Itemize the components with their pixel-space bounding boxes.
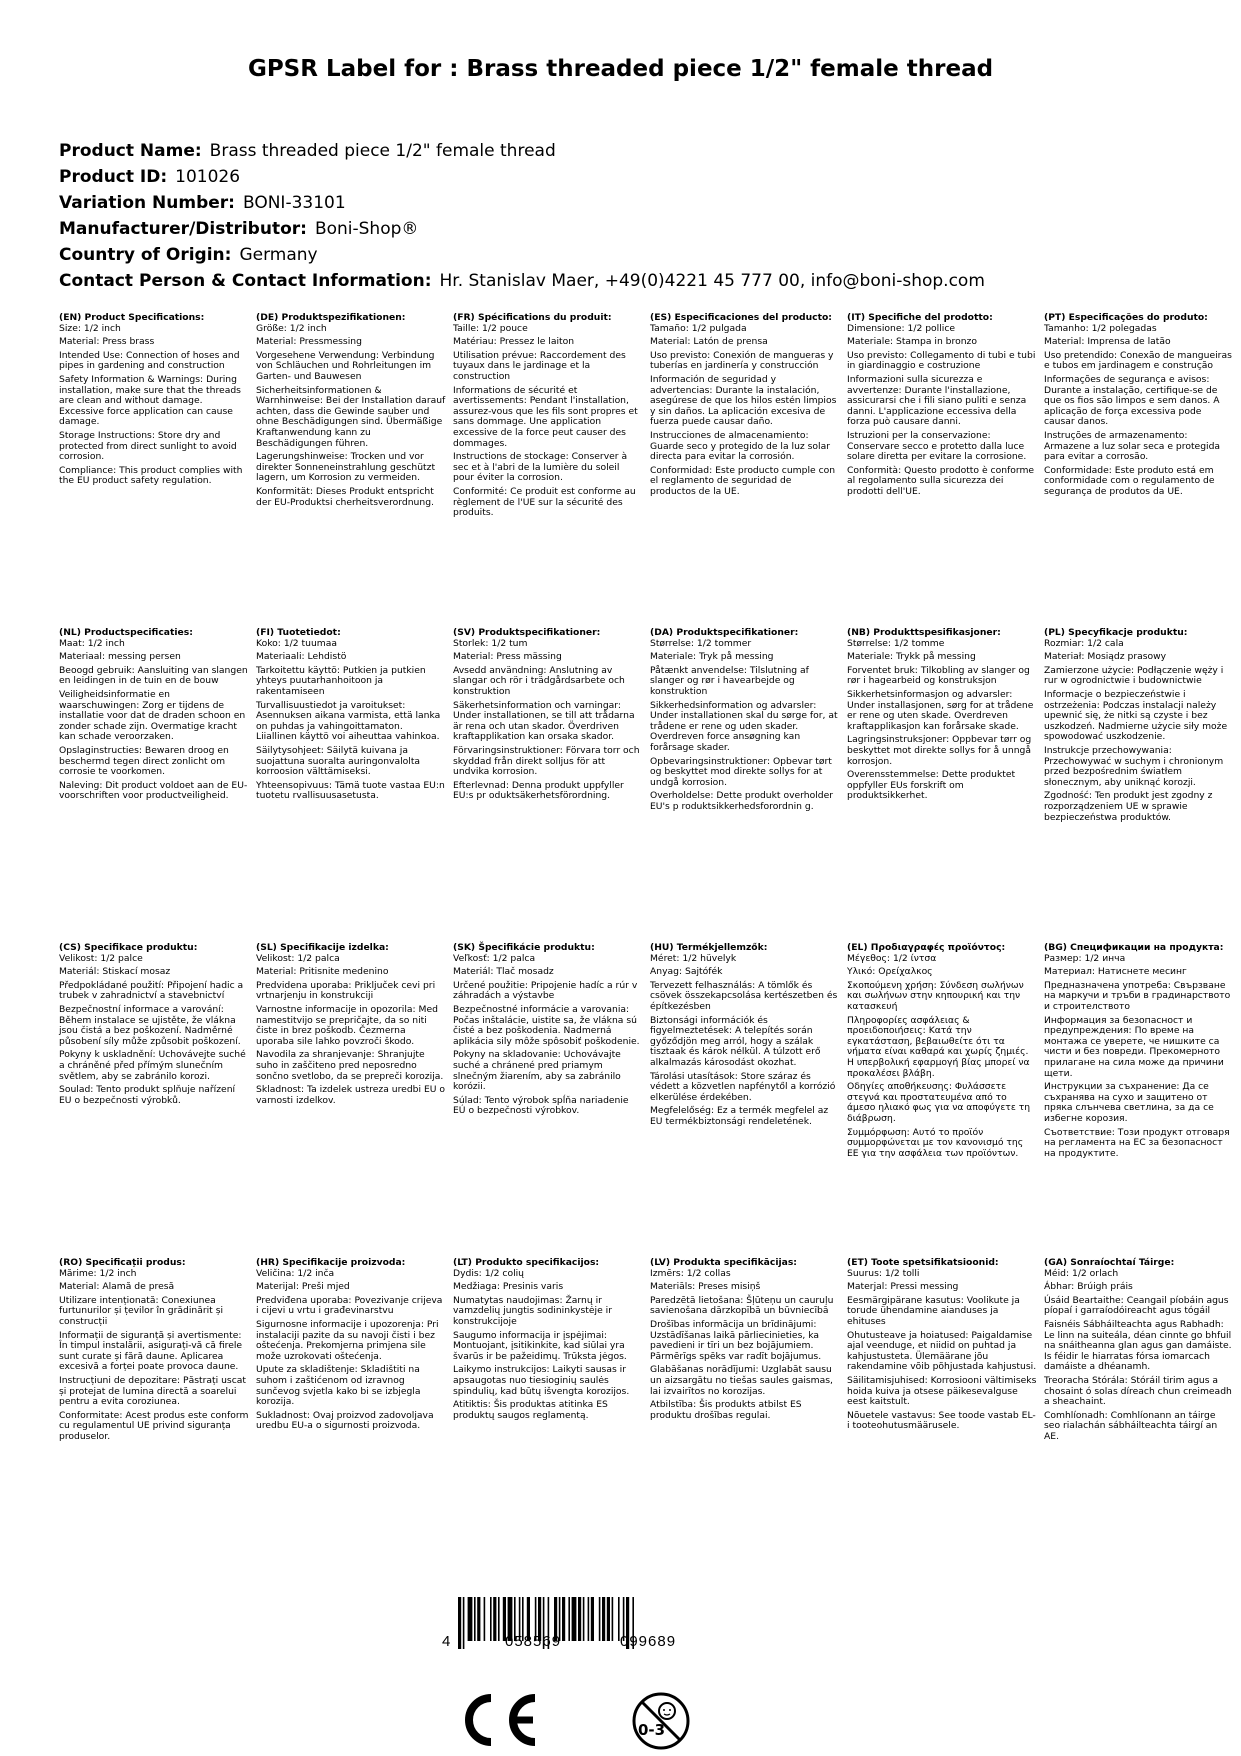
spec-item: Faisnéis Sábháilteachta agus Rabhadh: Le linn na suiteála, déan cinnte go bhfuil na snáitheanna glan agus gan damáiste. Is féidir le hiarratas fórsa iomarcach damáiste a dhéanamh. xyxy=(1044,1318,1232,1373)
spec-item: Πληροφορίες ασφάλειας & προειδοποιήσεις: Κατά την εγκατάσταση, βεβαιωθείτε ότι τα νήματα είναι καθαρά και χωρίς ζημιές. Η υπερβολική εφαρμογή βίας μπορεί να προκαλέσει βλάβη. xyxy=(847,1014,1030,1079)
spec-item: Eesmärgipärane kasutus: Voolikute ja torude ühendamine aianduses ja ehituses xyxy=(847,1294,1020,1327)
spec-item: Veličina: 1/2 inča xyxy=(256,1267,335,1279)
spec-item: Turvallisuustiedot ja varoitukset: Asennuksen aikana varmista, että lanka on puhdas ja vahingoittamaton. Liiallinen käyttö voi aiheuttaa vahinkoa. xyxy=(256,699,441,743)
barcode-bar xyxy=(474,1597,476,1641)
info-value: BONI-33101 xyxy=(242,193,346,213)
spec-item: Информация за безопасност и предупреждения: По време на монтажа се уверете, че нишките са чисти и без повреди. Прекомерното прилагане на сила може да причини щети. xyxy=(1044,1014,1224,1079)
spec-item: Conformitate: Acest produs este conform cu regulamentul UE privind siguranța produselor. xyxy=(59,1409,249,1442)
spec-item: Safety Information & Warnings: During installation, make sure that the threads are clean and without damage. Excessive force application can cause damage. xyxy=(59,373,241,428)
spec-item: Material: Latón de prensa xyxy=(650,336,768,348)
spec-item: Säkerhetsinformation och varningar: Under installationen, se till att trådarna är rena och utan skador. Överdriven kraftapplikation kan orsaka skador. xyxy=(453,699,635,743)
spec-item: Material: Press mässing xyxy=(453,651,562,663)
spec-item: Sicherheitsinformationen & Warnhinweise: Bei der Installation darauf achten, dass die Gewinde sauber und ohne Beschädigungen sind. Übermäßige Kraftanwendung kann zu Beschädigungen führen. xyxy=(256,384,446,449)
info-product-id xyxy=(59,164,985,190)
info-value: Hr. Stanislav Maer, +49(0)4221 45 777 00, info@boni-shop.com xyxy=(439,271,985,291)
barcode-bar xyxy=(458,1597,461,1649)
spec-heading: (SV) Produktspecifikationer: xyxy=(453,627,601,638)
spec-item: Pokyny na skladovanie: Uchovávajte suché a chránené pred priamym slnečným žiarením, aby sa zabránilo korózii. xyxy=(453,1049,621,1093)
spec-item: Avsedd användning: Anslutning av slangar och rör i trädgårdsarbete och konstruktion xyxy=(453,664,625,697)
spec-item: Navodila za shranjevanje: Shranjujte suho in zaščiteno pred neposredno sončno svetlobo, da se prepreči korozija. xyxy=(256,1049,444,1082)
spec-column xyxy=(59,313,249,522)
spec-item: Saugumo informacija ir įspėjimai: Montuojant, įsitikinkite, kad siūlai yra švarūs ir be pažeidimų. Trūksta jėgos. xyxy=(453,1329,627,1362)
barcode-bar xyxy=(568,1597,570,1641)
spec-item: Material: Imprensa de latão xyxy=(1044,336,1171,348)
spec-item: Säilitamisjuhised: Korrosiooni vältimiseks hoida kuiva ja otsese päikesevalguse eest kaitstult. xyxy=(847,1374,1037,1408)
info-label: Contact Person & Contact Information: xyxy=(59,271,432,291)
spec-item: Yhteensopivuus: Tämä tuote vastaa EU:n tuotetu rvallisuusasetusta. xyxy=(256,779,445,802)
spec-heading: (DA) Produktspecifikationer: xyxy=(650,627,799,638)
spec-item: Conformité: Ce produit est conforme au règlement de l'UE sur la sécurité des produits. xyxy=(453,485,636,519)
spec-column xyxy=(1044,628,1234,826)
spec-column xyxy=(847,628,1037,826)
spec-item: Storlek: 1/2 tum xyxy=(453,637,528,649)
barcode-bar xyxy=(607,1597,610,1641)
spec-item: Bezpečnostní informace a varování: Během instalace se ujistěte, že vlákna jsou čistá a bez poškození. Nadměrné působení síly může způsobit poškození. xyxy=(59,1003,241,1047)
info-label: Variation Number: xyxy=(59,193,235,213)
spec-grid-row-4 xyxy=(59,1258,1239,1446)
spec-item: Predviđena uporaba: Povezivanje crijeva i cijevi u vrtu i građevinarstvu xyxy=(256,1294,443,1317)
spec-column xyxy=(256,628,446,826)
spec-column xyxy=(453,943,643,1162)
spec-item: Numatytas naudojimas: Žarnų ir vamzdelių jungtis sodininkystėje ir konstrukcijoje xyxy=(453,1294,612,1327)
spec-heading: (SL) Specifikacije izdelka: xyxy=(256,942,389,953)
barcode-bar xyxy=(572,1597,577,1641)
spec-item: Tervezett felhasználás: A tömlők és csövek összekapcsolása kertészetben és építkezésben xyxy=(650,979,838,1012)
spec-column xyxy=(1044,943,1234,1162)
spec-item: Bezpečnostné informácie a varovania: Počas inštalácie, uistite sa, že vlákna sú čisté a bez poškodenia. Nadmerná aplikácia sily môže spôsobiť poškodenie. xyxy=(453,1003,640,1047)
ce-mark-icon xyxy=(455,1692,541,1752)
spec-column xyxy=(847,1258,1037,1446)
spec-item: Uso previsto: Conexión de mangueras y tuberías en jardinería y construcción xyxy=(650,349,834,372)
spec-item: Nõuetele vastavus: See toode vastab EL-i tooteohutusmäärusele. xyxy=(847,1409,1036,1432)
spec-item: Utilizare intenționată: Conexiunea furtunurilor și țevilor în grădinărit și construcții xyxy=(59,1294,224,1327)
spec-heading: (PL) Specyfikacje produktu: xyxy=(1044,627,1188,638)
info-value: Germany xyxy=(239,245,318,265)
spec-item: Instrucciones de almacenamiento: Guarde seco y protegido de la luz solar directa para evitar la corrosión. xyxy=(650,429,831,463)
spec-item: Taille: 1/2 pouce xyxy=(453,322,528,334)
product-info xyxy=(59,138,985,294)
barcode-bar xyxy=(583,1597,585,1641)
spec-item: Méid: 1/2 orlach xyxy=(1044,1267,1119,1279)
spec-column xyxy=(453,313,643,522)
barcode-digits-middle: 058569 xyxy=(505,1633,562,1650)
info-label: Country of Origin: xyxy=(59,245,232,265)
barcode-digit-left: 4 xyxy=(442,1633,451,1650)
spec-item: Mărime: 1/2 inch xyxy=(59,1267,137,1279)
spec-heading: (NB) Produkttspesifikasjoner: xyxy=(847,627,1001,638)
spec-heading: (LV) Produkta specifikācijas: xyxy=(650,1257,797,1268)
spec-column xyxy=(650,1258,840,1446)
spec-heading: (FI) Tuotetiedot: xyxy=(256,627,341,638)
spec-item: Zamierzone użycie: Podłączenie węży i rur w ogrodnictwie i budownictwie xyxy=(1044,664,1224,687)
spec-item: Rozmiar: 1/2 cala xyxy=(1044,637,1124,649)
spec-item: Påtænkt anvendelse: Tilslutning af slanger og rør i havearbejde og konstruktion xyxy=(650,664,809,697)
spec-item: Materiāls: Preses misiņš xyxy=(650,1281,761,1293)
spec-item: Méret: 1/2 hüvelyk xyxy=(650,952,737,964)
spec-item: Material: Alamă de presă xyxy=(59,1281,175,1293)
barcode-bar xyxy=(493,1597,496,1641)
spec-item: Materjal: Pressi messing xyxy=(847,1281,959,1293)
spec-item: Skladnost: Ta izdelek ustreza uredbi EU o varnosti izdelkov. xyxy=(256,1084,446,1106)
barcode-bar xyxy=(468,1597,473,1641)
barcode-bars-icon xyxy=(438,1597,738,1685)
spec-item: Vorgesehene Verwendung: Verbindung von Schläuchen und Rohrleitungen im Garten- und Bauwesen xyxy=(256,349,435,382)
spec-item: Treoracha Stórála: Stóráil tirim agus a chosaint ó solas díreach chun creimeadh a sheachaint. xyxy=(1044,1374,1232,1408)
spec-item: Zgodność: Ten produkt jest zgodny z rozporządzeniem UE w sprawie bezpieczeństwa produktów. xyxy=(1044,790,1213,823)
info-variation-number xyxy=(59,190,985,216)
spec-item: Conformidad: Este producto cumple con el reglamento de seguridad de productos de la UE. xyxy=(650,464,836,497)
spec-heading: (GA) Sonraíochtaí Táirge: xyxy=(1044,1257,1175,1268)
spec-item: Σκοπούμενη χρήση: Σύνδεση σωλήνων και σωλήνων στην κηπουρική και την κατασκευή xyxy=(847,979,1024,1012)
spec-item: Οδηγίες αποθήκευσης: Φυλάσσετε στεγνά και προστατευμένα από το άμεσο ηλιακό φως για να αποφύγετε τη διάβρωση. xyxy=(847,1081,1031,1124)
spec-column xyxy=(256,313,446,522)
spec-item: Opslaginstructies: Bewaren droog en beschermd tegen direct zonlicht om corrosie te voorkomen. xyxy=(59,744,229,778)
spec-item: Tamanho: 1/2 polegadas xyxy=(1044,322,1157,334)
spec-item: Drošības informācija un brīdinājumi: Uzstādīšanas laikā pārliecinieties, ka pavedieni ir tīri un bez bojājumiem. Pārmērīgs spēks var radīt bojājumus. xyxy=(650,1318,822,1362)
info-value: Boni-Shop® xyxy=(314,219,419,239)
spec-item: Sigurnosne informacije i upozorenja: Pri instalaciji pazite da su navoji čisti i bez oštećenja. Prekomjerna primjena sile može uzrokovati oštećenja. xyxy=(256,1318,439,1362)
spec-item: Intended Use: Connection of hoses and pipes in gardening and construction xyxy=(59,349,240,372)
spec-item: Informations de sécurité et avertissements: Pendant l'installation, assurez-vous que les fils sont propres et sans dommage. Une application excessive de la force peut causer des dommages. xyxy=(453,384,638,449)
spec-grid-row-3 xyxy=(59,943,1239,1162)
spec-heading: (IT) Specifiche del prodotto: xyxy=(847,312,993,323)
spec-item: Größe: 1/2 inch xyxy=(256,322,327,334)
spec-item: Størrelse: 1/2 tommer xyxy=(650,637,752,649)
spec-item: Dimensione: 1/2 pollice xyxy=(847,322,956,334)
info-value: Brass threaded piece 1/2" female thread xyxy=(209,141,556,161)
spec-heading: (CS) Specifikace produktu: xyxy=(59,942,198,953)
barcode-bar xyxy=(588,1597,590,1641)
spec-item: Materiale: Tryk på messing xyxy=(650,651,774,663)
spec-item: Conformidade: Este produto está em conformidade com o regulamento de segurança de produtos da UE. xyxy=(1044,464,1215,497)
spec-item: Material: Pritisnite medenino xyxy=(256,966,389,978)
spec-item: Predvidena uporaba: Priključek cevi pri vrtnarjenju in konstrukciji xyxy=(256,979,436,1002)
spec-item: Instrukcje przechowywania: Przechowywać w suchym i chronionym przed bezpośrednim światłem słonecznym, aby uniknąć korozji. xyxy=(1044,744,1224,788)
spec-item: Material: Press brass xyxy=(59,336,155,348)
info-label: Product ID: xyxy=(59,167,168,187)
spec-column xyxy=(59,1258,249,1446)
barcode-bar xyxy=(578,1597,581,1641)
age-label: 0-3 xyxy=(638,1721,666,1739)
spec-item: Anyag: Sajtófék xyxy=(650,966,723,978)
spec-item: Lagringsinstruksjoner: Oppbevar tørr og beskyttet mot direkte sollys for å unngå korrosjon. xyxy=(847,734,1032,767)
spec-item: Beoogd gebruik: Aansluiting van slangen en leidingen in de tuin en de bouw xyxy=(59,664,248,687)
spec-column xyxy=(453,628,643,826)
spec-item: Size: 1/2 inch xyxy=(59,322,121,334)
spec-item: Compliance: This product complies with the EU product safety regulation. xyxy=(59,464,243,487)
spec-item: Megfelelőség: Ez a termék megfelel az EU termékbiztonsági rendeletének. xyxy=(650,1105,829,1127)
spec-item: Uso previsto: Collegamento di tubi e tubi in giardinaggio e costruzione xyxy=(847,349,1036,372)
spec-item: Overholdelse: Dette produkt overholder EU's p roduktsikkerhedsforordnin g. xyxy=(650,790,834,812)
spec-item: Informazioni sulla sicurezza e avvertenze: Durante l'installazione, assicurarsi che i fili siano puliti e senza danni. L'applicazione eccessiva della forza può causare danni. xyxy=(847,373,1027,428)
spec-item: Materijal: Preši mjed xyxy=(256,1281,350,1293)
spec-column xyxy=(453,1258,643,1446)
spec-item: Opbevaringsinstruktioner: Opbevar tørt og beskyttet mod direkte sollys for at undgå korrosion. xyxy=(650,755,832,788)
spec-item: Uso pretendido: Conexão de mangueiras e tubos em jardinagem e construção xyxy=(1044,349,1232,372)
barcode-digits-right: 099689 xyxy=(620,1633,677,1650)
barcode-bar xyxy=(490,1597,492,1641)
info-manufacturer xyxy=(59,216,985,242)
spec-column xyxy=(256,943,446,1162)
spec-item: Dydis: 1/2 colių xyxy=(453,1267,525,1279)
spec-item: Tarkoitettu käyttö: Putkien ja putkien yhteys puutarhanhoitoon ja rakentamiseen xyxy=(256,664,426,697)
spec-item: Información de seguridad y advertencias: Durante la instalación, asegúrese de que los hilos estén limpios y sin daños. La aplicación excesiva de fuerza puede causar daño. xyxy=(650,373,837,428)
spec-item: Συμμόρφωση: Αυτό το προϊόν συμμορφώνεται με τον κανονισμό της ΕΕ για την ασφάλεια των προϊόντων. xyxy=(847,1126,1024,1159)
spec-item: Sikkerhetsinformasjon og advarsler: Under installasjonen, sørg for at trådene er rene og uten skade. Overdreven kraftapplikasjon kan forårsake skade. xyxy=(847,688,1034,732)
spec-item: Material: Pressmessing xyxy=(256,336,362,348)
spec-item: Naleving: Dit product voldoet aan de EU-voorschriften voor productveiligheid. xyxy=(59,779,248,802)
spec-item: Comhlíonadh: Comhlíonann an táirge seo rialachán sábháilteachta táirgí an AE. xyxy=(1044,1409,1218,1442)
spec-column xyxy=(256,1258,446,1446)
spec-item: Laikymo instrukcijos: Laikyti sausas ir apsaugotas nuo tiesioginių saulės spindulių, kad būtų išvengta korozijos. xyxy=(453,1364,630,1397)
spec-heading: (NL) Productspecificaties: xyxy=(59,627,193,638)
spec-item: Atitiktis: Šis produktas atitinka ES produktų saugos reglamentą. xyxy=(453,1399,608,1421)
spec-item: Материал: Натиснете месинг xyxy=(1044,966,1187,978)
barcode-bar xyxy=(591,1597,594,1641)
spec-item: Materiál: Stiskací mosaz xyxy=(59,966,171,978)
barcode-bar xyxy=(612,1597,614,1641)
spec-item: Ohutusteave ja hoiatused: Paigaldamise ajal veenduge, et niidid on puhtad ja kahjustusteta. Ülemäärane jõu rakendamine võib põhjustada kahjustusi. xyxy=(847,1329,1037,1373)
spec-column xyxy=(847,943,1037,1162)
spec-item: Materiál: Tlač mosadz xyxy=(453,966,554,978)
spec-item: Medžiaga: Presinis varis xyxy=(453,1281,564,1293)
spec-grid-row-2 xyxy=(59,628,1239,826)
spec-item: Conformità: Questo prodotto è conforme al regolamento sulla sicurezza dei prodotti dell'UE. xyxy=(847,464,1035,497)
barcode-bar xyxy=(599,1597,601,1641)
spec-item: Upute za skladištenje: Skladištiti na suhom i zaštićenom od izravnog sunčevog svjetla kako bi se izbjegla korozija. xyxy=(256,1364,421,1408)
spec-heading: (SK) Špecifikácie produktu: xyxy=(453,942,595,953)
spec-item: Veľkosť: 1/2 palca xyxy=(453,952,536,964)
spec-column xyxy=(59,628,249,826)
spec-item: Tamaño: 1/2 pulgada xyxy=(650,322,747,334)
spec-item: Предназначена употреба: Свързване на маркучи и тръби в градинарството и строителството xyxy=(1044,979,1231,1012)
spec-heading: (PT) Especificações do produto: xyxy=(1044,312,1208,323)
spec-column xyxy=(650,628,840,826)
spec-item: Efterlevnad: Denna produkt uppfyller EU:s pr oduktsäkerhetsförordning. xyxy=(453,779,624,802)
spec-heading: (DE) Produktspezifikationen: xyxy=(256,312,406,323)
spec-column xyxy=(1044,1258,1234,1446)
spec-item: Størrelse: 1/2 tomme xyxy=(847,637,945,649)
spec-item: Forventet bruk: Tilkobling av slanger og rør i hagearbeid og konstruksjon xyxy=(847,664,1030,687)
spec-item: Určené použitie: Pripojenie hadíc a rúr v záhradách a výstavbe xyxy=(453,979,638,1002)
not-for-children-0-3-icon xyxy=(630,1690,692,1756)
spec-item: Velikost: 1/2 palce xyxy=(59,952,143,964)
spec-heading: (FR) Spécifications du produit: xyxy=(453,312,612,323)
spec-item: Materiaali: Lehdistö xyxy=(256,651,347,663)
spec-item: Tárolási utasítások: Store száraz és védett a közvetlen napfénytől a korrózió elkerülése érdekében. xyxy=(650,1070,836,1103)
barcode-bar xyxy=(477,1597,480,1641)
spec-item: Úsáid Beartaithe: Ceangail píobáin agus píopaí i garraíodóireacht agus tógáil xyxy=(1044,1294,1229,1317)
spec-item: Säilytysohjeet: Säilytä kuivana ja suojattuna suoralta auringonvalolta korroosion välttämiseksi. xyxy=(256,744,421,778)
spec-item: Suurus: 1/2 tolli xyxy=(847,1267,920,1279)
spec-column xyxy=(1044,313,1234,522)
spec-item: Informações de segurança e avisos: Durante a instalação, certifique-se de que os fios são limpos e sem danos. A aplicação de força excessiva pode causar danos. xyxy=(1044,373,1220,428)
spec-column xyxy=(650,313,840,522)
info-product-name xyxy=(59,138,985,164)
info-label: Product Name: xyxy=(59,141,202,161)
spec-item: Utilisation prévue: Raccordement des tuyaux dans le jardinage et la construction xyxy=(453,349,626,382)
spec-item: Velikost: 1/2 palca xyxy=(256,952,340,964)
spec-item: Förvaringsinstruktioner: Förvara torr och skyddad från direkt solljus för att undvika korrosion. xyxy=(453,744,640,778)
spec-heading: (ES) Especificaciones del producto: xyxy=(650,312,832,323)
spec-item: Předpokládané použití: Připojení hadic a trubek v zahradnictví a stavebnictví xyxy=(59,979,244,1002)
page-title: GPSR Label for : Brass threaded piece 1/2" female thread xyxy=(247,56,994,82)
spec-heading: (EL) Προδιαγραφές προϊόντος: xyxy=(847,942,1006,953)
spec-item: Pokyny k uskladnění: Uchovávejte suché a chráněné před přímým slunečním světlem, aby se zabránilo korozi. xyxy=(59,1049,246,1082)
spec-item: Biztonsági információk és figyelmeztetések: A telepítés során győződjön meg arról, hogy a szálak tisztaak és károk nélkül. A túlzott erő alkalmazás károsodást okozhat. xyxy=(650,1014,821,1068)
spec-item: Veiligheidsinformatie en waarschuwingen: Zorg er tijdens de installatie voor dat de draden schoon en zonder schade zijn. Overmatige kracht kan schade veroorzaken. xyxy=(59,688,246,743)
spec-grid-row-1 xyxy=(59,313,1239,522)
spec-item: Sikkerhedsinformation og advarsler: Under installationen skal du sørge for, at trådene er rene og uden skader. Overdreven force ansøgning kan forårsage skader. xyxy=(650,699,838,753)
spec-item: Инструкции за съхранение: Да се съхранява на сухо и защитено от пряка слънчева светлина, за да се избегне корозия. xyxy=(1044,1081,1214,1124)
barcode xyxy=(438,1597,738,1685)
spec-item: Sukladnost: Ovaj proizvod zadovoljava uredbu EU-a o sigurnosti proizvoda. xyxy=(256,1409,434,1432)
spec-item: Μέγεθος: 1/2 ίντσα xyxy=(847,952,937,964)
spec-item: Съответствие: Този продукт отговаря на регламента на ЕС за безопасност на продуктите. xyxy=(1044,1126,1230,1159)
spec-item: Soulad: Tento produkt splňuje nařízení EU o bezpečnosti výrobků. xyxy=(59,1084,236,1106)
info-label: Manufacturer/Distributor: xyxy=(59,219,307,239)
spec-item: Atbilstība: Šis produkts atbilst ES produktu drošības regulai. xyxy=(650,1399,802,1421)
spec-column xyxy=(59,943,249,1162)
spec-item: Materiał: Mosiądz prasowy xyxy=(1044,651,1167,663)
info-contact xyxy=(59,268,985,294)
spec-item: Υλικό: Ορείχαλκος xyxy=(847,966,933,978)
spec-item: Overensstemmelse: Dette produktet oppfyller EUs forskrift om produktsikkerhet. xyxy=(847,769,1016,802)
spec-item: Paredzētā lietošana: Šļūteņu un cauruļu savienošana dārzkopībā un būvniecībā xyxy=(650,1294,834,1317)
spec-item: Glabāšanas norādījumi: Uzglabāt sausu un aizsargātu no tiešas saules gaismas, lai izvairītos no korozijas. xyxy=(650,1364,833,1397)
barcode-bar xyxy=(498,1597,500,1641)
spec-heading: (HU) Termékjellemzők: xyxy=(650,942,768,953)
spec-item: Storage Instructions: Store dry and protected from direct sunlight to avoid corrosion. xyxy=(59,429,237,463)
info-country xyxy=(59,242,985,268)
spec-item: Varnostne informacije in opozorila: Med namestitvijo se prepričajte, da so niti čiste in brez poškodb. Čezmerna uporaba sile lahko povzroči škodo. xyxy=(256,1003,438,1047)
spec-item: Matériau: Pressez le laiton xyxy=(453,336,575,348)
spec-item: Koko: 1/2 tuumaa xyxy=(256,637,337,649)
spec-item: Konformität: Dieses Produkt entspricht der EU-Produktsi cherheitsverordnung. xyxy=(256,485,434,508)
spec-item: Instruções de armazenamento: Armazene a luz solar seca e protegida para evitar a corrosão. xyxy=(1044,429,1221,463)
spec-item: Ábhar: Brúigh práis xyxy=(1044,1281,1133,1293)
spec-item: Размер: 1/2 инча xyxy=(1044,952,1126,964)
spec-item: Instrucțiuni de depozitare: Păstrați uscat și protejat de lumina directă a soarelui pentru a evita coroziunea. xyxy=(59,1374,246,1408)
spec-heading: (RO) Specificații produs: xyxy=(59,1257,186,1268)
barcode-bar xyxy=(484,1597,486,1641)
spec-item: Istruzioni per la conservazione: Conservare secco e protetto dalla luce solare diretta per evitare la corrosione. xyxy=(847,429,1027,463)
spec-item: Izmērs: 1/2 collas xyxy=(650,1267,731,1279)
spec-heading: (LT) Produkto specifikacijos: xyxy=(453,1257,600,1268)
spec-column xyxy=(650,943,840,1162)
spec-item: Materiale: Trykk på messing xyxy=(847,651,976,663)
spec-item: Lagerungshinweise: Trocken und vor direkter Sonneneinstrahlung geschützt lagern, um Korrosion zu vermeiden. xyxy=(256,451,436,484)
spec-heading: (HR) Specifikacije proizvoda: xyxy=(256,1257,406,1268)
info-value: 101026 xyxy=(175,167,241,187)
spec-item: Informacje o bezpieczeństwie i ostrzeżenia: Podczas instalacji należy upewnić się, że nitki są czyste i bez uszkodzeń. Nadmierne użycie siły może spowodować uszkodzenie. xyxy=(1044,688,1228,743)
spec-item: Informații de siguranță și avertismente: În timpul instalării, asigurați-vă că firele sunt curate și fără daune. Aplicarea excesivă a forței poate provoca daune. xyxy=(59,1329,243,1373)
spec-item: Instructions de stockage: Conserver à sec et à l'abri de la lumière du soleil pour éviter la corrosion. xyxy=(453,451,628,484)
barcode-bar xyxy=(562,1597,565,1641)
barcode-bar xyxy=(602,1597,605,1641)
spec-item: Maat: 1/2 inch xyxy=(59,637,125,649)
spec-heading: (ET) Toote spetsifikatsioonid: xyxy=(847,1257,999,1268)
spec-heading: (EN) Product Specifications: xyxy=(59,312,205,323)
spec-item: Materiaal: messing persen xyxy=(59,651,181,663)
spec-item: Súlad: Tento výrobok spĺňa nariadenie EÚ o bezpečnosti výrobkov. xyxy=(453,1094,629,1117)
spec-heading: (BG) Спецификации на продукта: xyxy=(1044,942,1224,953)
spec-column xyxy=(847,313,1037,522)
spec-item: Materiale: Stampa in bronzo xyxy=(847,336,977,348)
barcode-bar xyxy=(463,1597,465,1649)
